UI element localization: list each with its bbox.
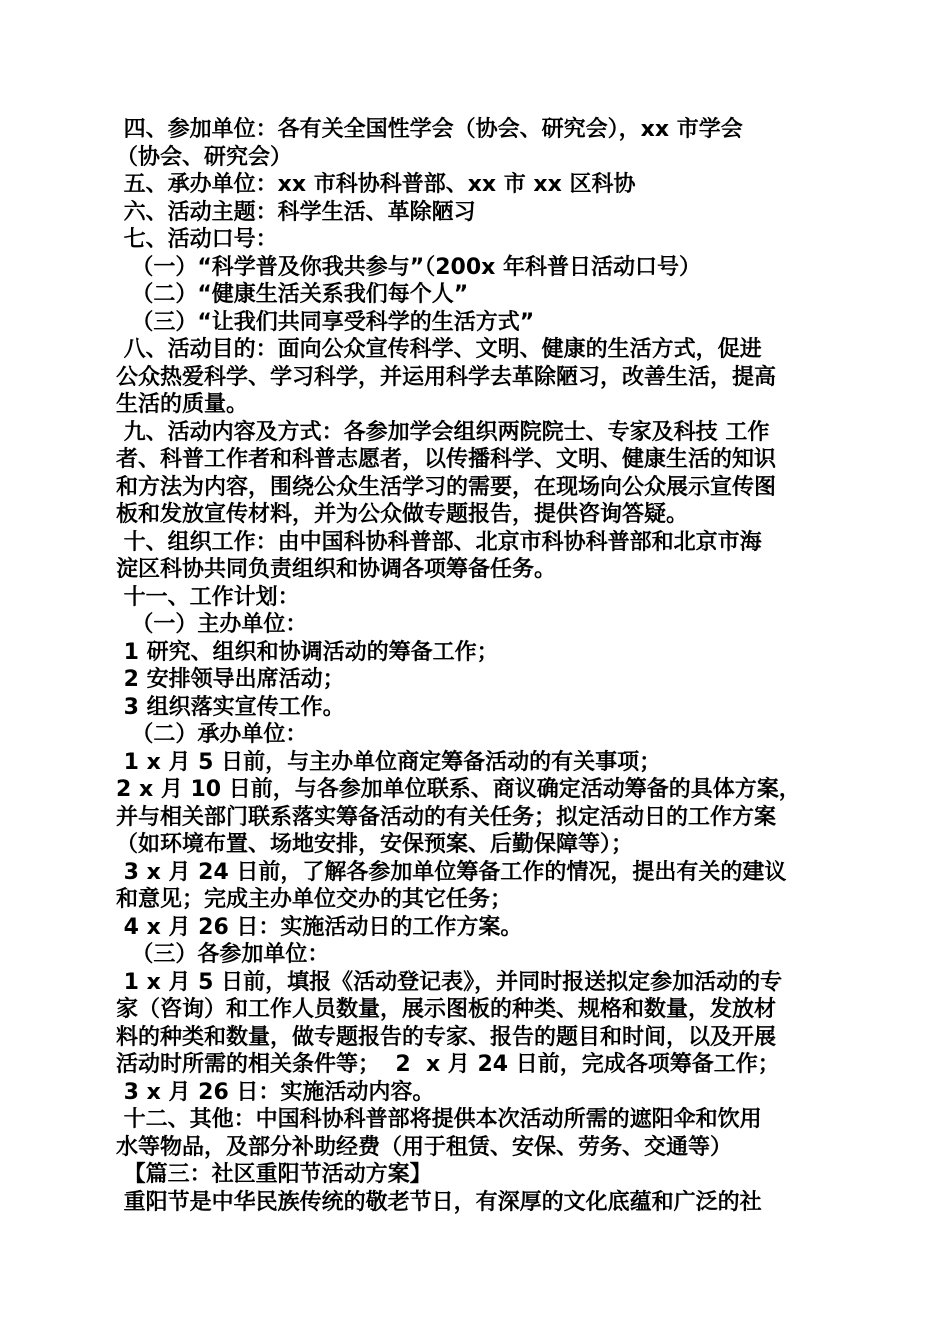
text-line: 并与相关部门联系落实筹备活动的有关任务；拟定活动日的工作方案 [116, 804, 777, 830]
text-line: 和意见；完成主办单位交办的其它任务； [116, 887, 513, 912]
document-page [116, 116, 840, 1216]
text-line: 1 x 月 5 日前，与主办单位商定筹备活动的有关事项； [116, 749, 662, 775]
text-line: 3 x 月 24 日前，了解各参加单位筹备工作的情况，提出有关的建议 [116, 859, 787, 885]
text-line: 七、活动口号： [116, 227, 278, 252]
section-heading: 【篇三：社区重阳节活动方案】 [116, 1162, 432, 1187]
text-line: 生活的质量。 [116, 392, 249, 417]
text-line: 3 x 月 26 日：实施活动内容。 [116, 1079, 435, 1105]
text-line: 六、活动主题：科学生活、革除陋习 [116, 199, 476, 225]
text-line: 十一、工作计划： [116, 584, 300, 610]
text-line: （二）承办单位： [116, 722, 308, 747]
text-line: 八、活动目的：面向公众宣传科学、文明、健康的生活方式，促进 [116, 337, 762, 362]
text-line: 者、科普工作者和科普志愿者，以传播科学、文明、健康生活的知识 [116, 447, 777, 472]
text-line: 1 研究、组织和协调活动的筹备工作； [116, 639, 499, 665]
text-line: 四、参加单位：各有关全国性学会（协会、研究会），xx 市学会 [116, 117, 743, 142]
text-line: 十、组织工作：由中国科协科普部、北京市科协科普部和北京市海 [116, 529, 762, 555]
text-line: 3 组织落实宣传工作。 [116, 694, 345, 720]
text-line: （三）“让我们共同享受科学的生活方式” [116, 309, 535, 335]
text-line: 2 x 月 10 日前，与各参加单位联系、商议确定活动筹备的具体方案， [116, 777, 801, 802]
text-line: 和方法为内容，围绕公众生活学习的需要，在现场向公众展示宣传图 [116, 474, 777, 500]
text-line: （二）“健康生活关系我们每个人” [116, 282, 469, 307]
text-line: 板和发放宣传材料，并为公众做专题报告，提供咨询答疑。 [116, 502, 689, 527]
text-line: 九、活动内容及方式：各参加学会组织两院院士、专家及科技 工作 [116, 419, 770, 445]
text-line: 重阳节是中华民族传统的敬老节日，有深厚的文化底蕴和广泛的社 [116, 1189, 762, 1215]
text-line: （一）“科学普及你我共参与”（200x 年科普日活动口号） [116, 254, 702, 280]
text-line: 家（咨询）和工作人员数量，展示图板的种类、规格和数量，发放材 [116, 997, 777, 1022]
text-line: 五、承办单位：xx 市科协科普部、xx 市 xx 区科协 [116, 172, 636, 197]
text-line: 淀区科协共同负责组织和协调各项筹备任务。 [116, 557, 557, 582]
text-line: 十二、其他：中国科协科普部将提供本次活动所需的遮阳伞和饮用 [116, 1107, 762, 1132]
text-line: （如环境布置、场地安排，安保预案、后勤保障等）； [116, 832, 634, 857]
text-line: 2 安排领导出席活动； [116, 667, 345, 692]
text-line: 料的种类和数量，做专题报告的专家、报告的题目和时间，以及开展 [116, 1024, 777, 1050]
text-line: （三）各参加单位： [116, 942, 330, 967]
text-line: 活动时所需的相关条件等； 2 x 月 24 日前，完成各项筹备工作； [116, 1052, 780, 1077]
text-line: 水等物品，及部分补助经费（用于租赁、安保、劳务、交通等） [116, 1134, 733, 1160]
text-line: （一）主办单位： [116, 612, 308, 637]
text-line: 1 x 月 5 日前，填报《活动登记表》，并同时报送拟定参加活动的专 [116, 969, 783, 995]
text-line: 4 x 月 26 日：实施活动日的工作方案。 [116, 914, 523, 940]
text-line: 公众热爱科学、学习科学，并运用科学去革除陋习，改善生活，提高 [116, 364, 777, 390]
text-line: （协会、研究会） [116, 144, 293, 170]
